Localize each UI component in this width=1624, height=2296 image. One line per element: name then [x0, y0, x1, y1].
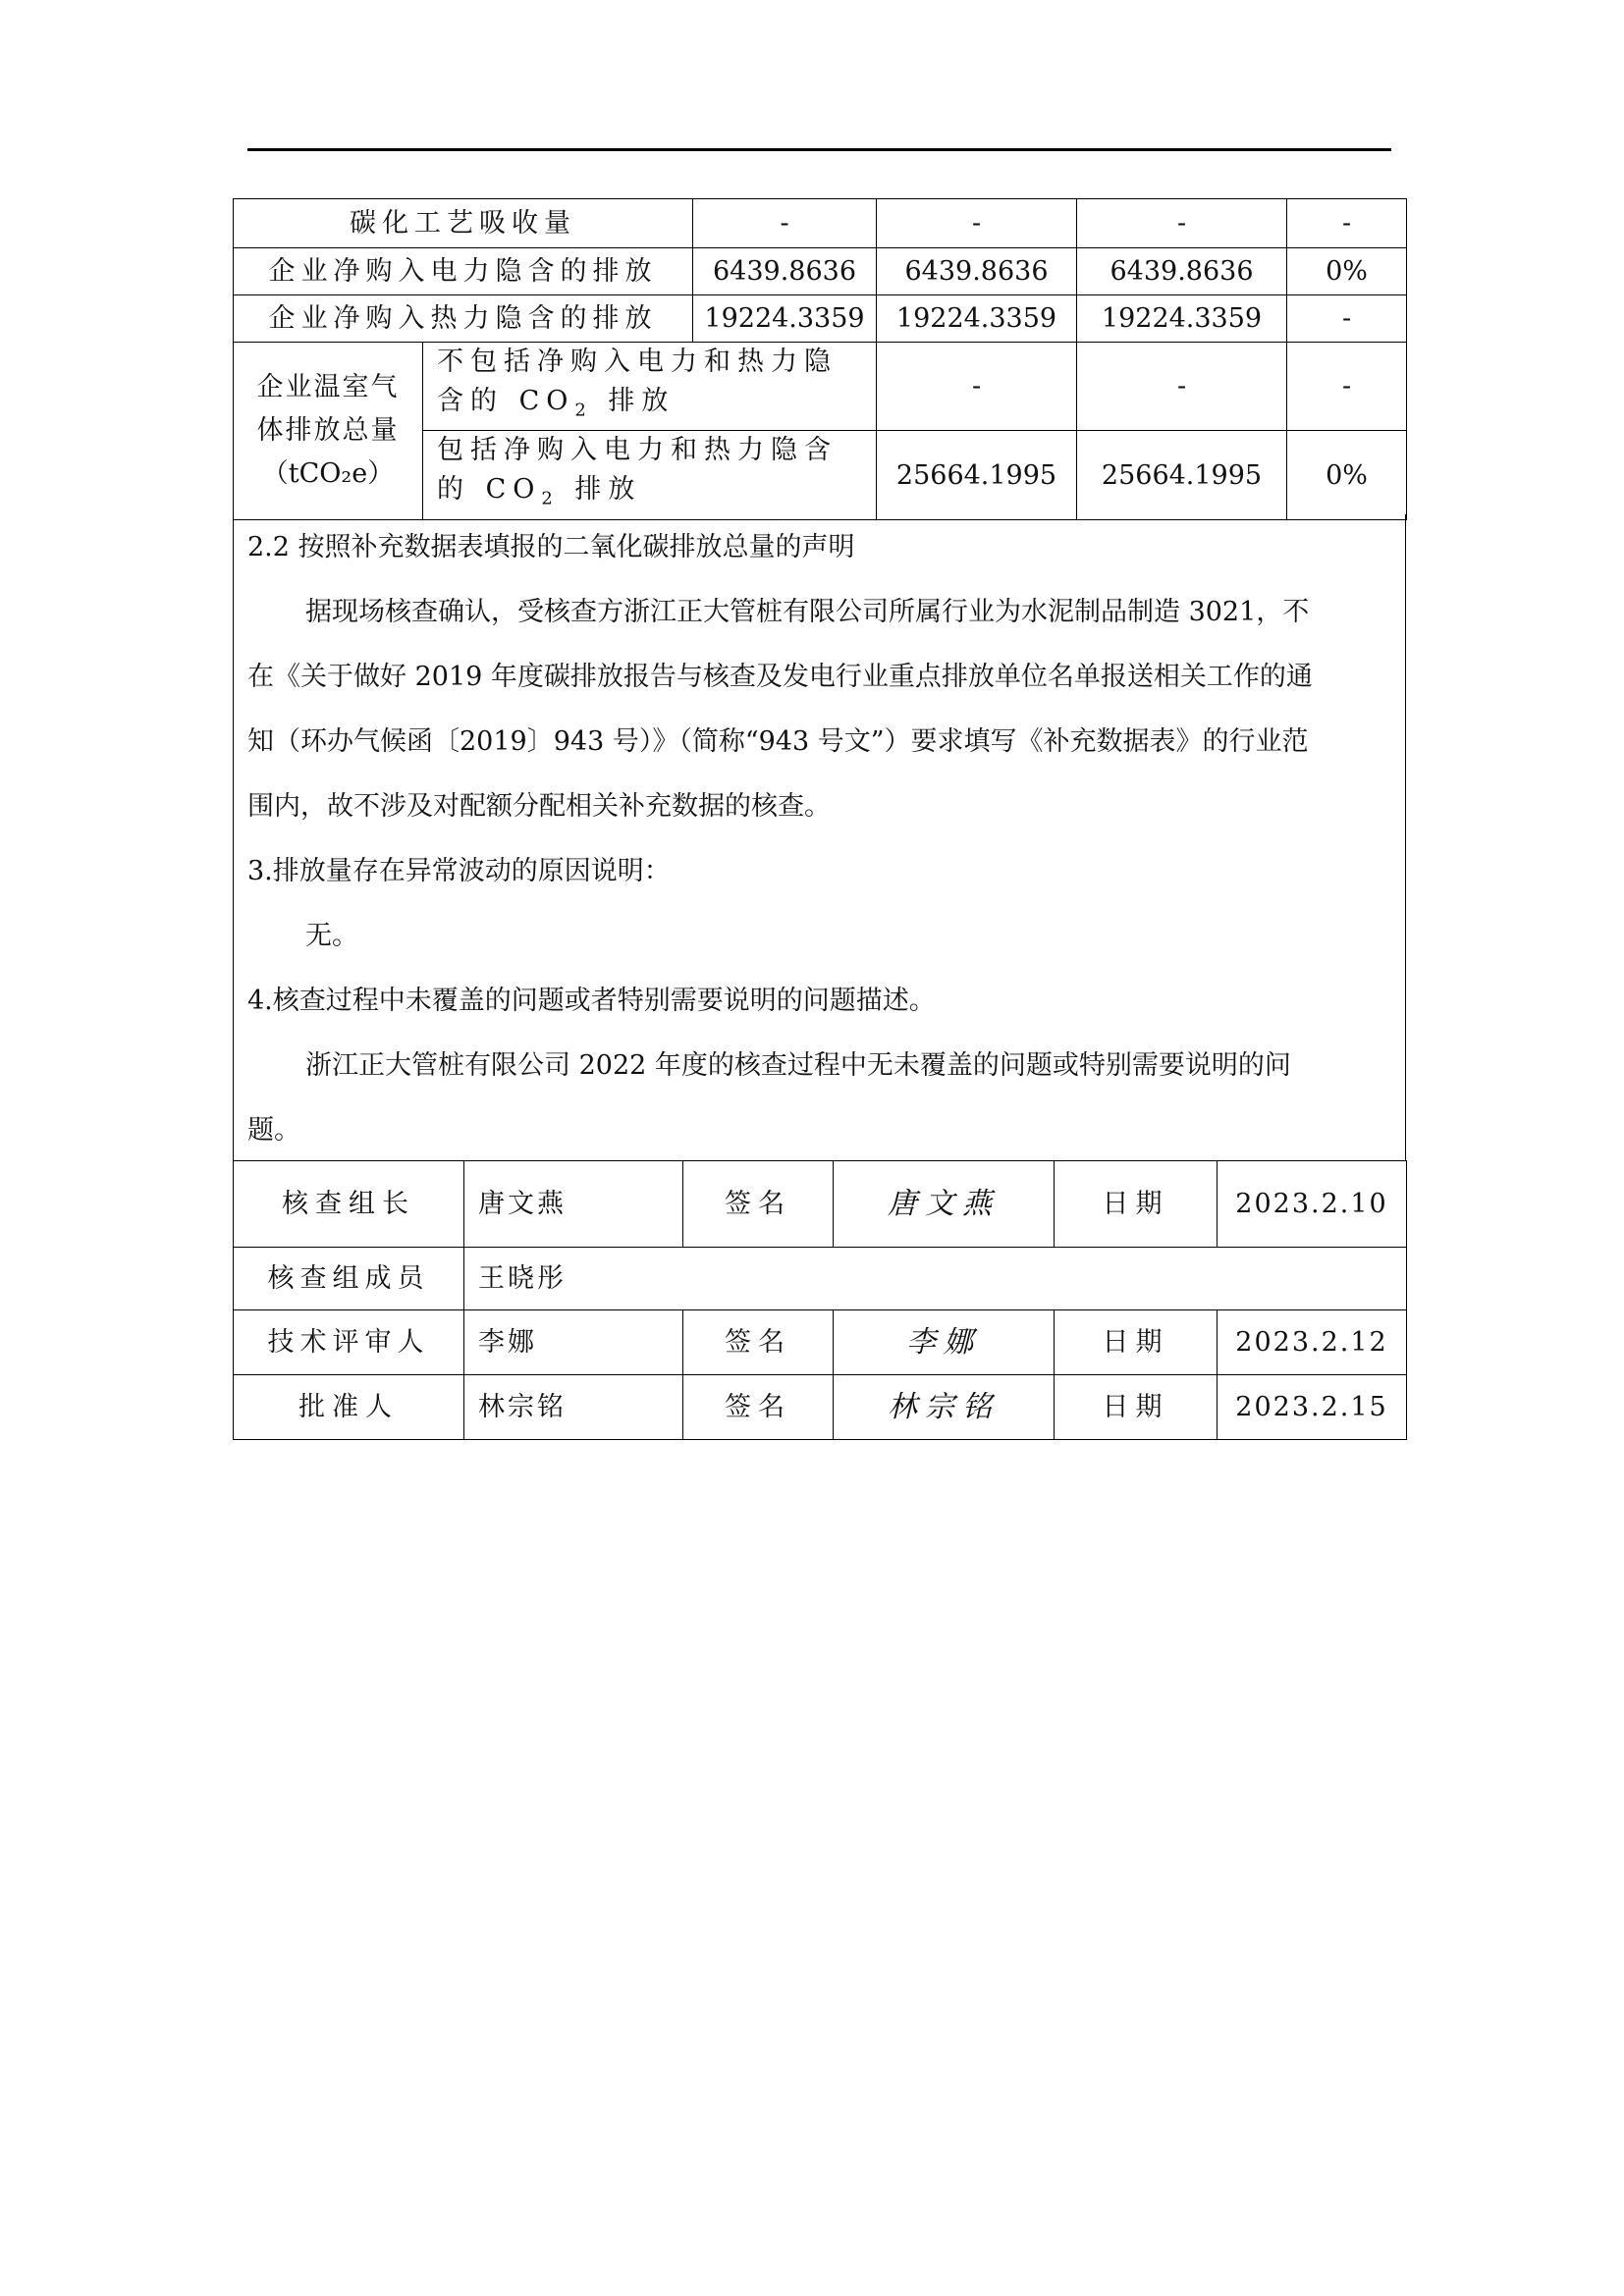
person-name: 王晓彤	[464, 1248, 1407, 1310]
signature	[834, 1310, 1055, 1375]
role-label: 批准人	[234, 1375, 464, 1440]
sign-label: 签名	[683, 1310, 834, 1375]
label-part: 的 CO	[437, 474, 542, 506]
row-label: 企业净购入热力隐含的排放	[234, 295, 693, 343]
date-label: 日期	[1055, 1161, 1218, 1248]
sign-label: 签名	[683, 1161, 834, 1248]
section-4-title: 4.核查过程中未覆盖的问题或者特别需要说明的问题描述。	[247, 986, 936, 1016]
signature	[834, 1161, 1055, 1248]
person-name: 林宗铭	[464, 1375, 683, 1440]
cell-value: 0%	[1287, 248, 1407, 295]
section-3-title: 3.排放量存在异常波动的原因说明：	[247, 856, 671, 886]
group-label-line: 企业温室气	[256, 371, 400, 402]
date-label: 日期	[1055, 1310, 1218, 1375]
statement-section	[233, 514, 1406, 1160]
date-value: 2023.2.15	[1218, 1375, 1407, 1440]
person-name: 李娜	[464, 1310, 683, 1375]
label-subscript: 2	[541, 488, 560, 509]
row-label: 企业净购入电力隐含的排放	[234, 248, 693, 295]
handwritten-signature: 唐文燕	[888, 1187, 1000, 1221]
cell-value: -	[1077, 199, 1287, 248]
role-label: 核查组长	[234, 1161, 464, 1248]
table-row	[234, 343, 1407, 431]
group-label-line: 体排放总量	[256, 414, 400, 446]
table-row	[234, 248, 1407, 295]
cell-value: 6439.8636	[693, 248, 877, 295]
cell-value: -	[1287, 343, 1407, 431]
sign-label: 签名	[683, 1375, 834, 1440]
cell-value: -	[1287, 295, 1407, 343]
date-value: 2023.2.12	[1218, 1310, 1407, 1375]
label-part: 排放	[592, 386, 676, 416]
role-label: 核查组成员	[234, 1248, 464, 1310]
header-rule	[247, 148, 1391, 151]
sub-row-label	[423, 431, 877, 519]
cell-value: 0%	[1287, 431, 1407, 519]
signature-table	[233, 1160, 1407, 1440]
cell-value: 19224.3359	[1077, 295, 1287, 343]
paragraph-line: 据现场核查确认，受核查方浙江正大管桩有限公司所属行业为水泥制品制造 3021，不	[305, 597, 1310, 627]
paragraph-line: 无。	[305, 921, 358, 951]
emissions-table	[233, 198, 1407, 520]
cell-value: -	[877, 199, 1077, 248]
date-value: 2023.2.10	[1218, 1161, 1407, 1248]
cell-value: 19224.3359	[693, 295, 877, 343]
table-row	[234, 1310, 1407, 1375]
table-row	[234, 199, 1407, 248]
role-label: 技术评审人	[234, 1310, 464, 1375]
table-row	[234, 1161, 1407, 1248]
label-part: 含的 CO	[437, 386, 575, 416]
sub-row-label-line	[437, 382, 876, 430]
handwritten-signature: 林宗铭	[888, 1390, 1000, 1424]
paragraph-line: 题。	[247, 1115, 300, 1146]
label-part: 排放	[559, 474, 642, 506]
sub-row-label-line	[437, 470, 876, 518]
cell-value: 25664.1995	[877, 431, 1077, 519]
cell-value: -	[1287, 199, 1407, 248]
paragraph-line: 在《关于做好 2019 年度碳排放报告与核查及发电行业重点排放单位名单报送相关工作的通	[247, 662, 1313, 692]
cell-value: -	[877, 343, 1077, 431]
date-label: 日期	[1055, 1375, 1218, 1440]
cell-value: -	[693, 199, 877, 248]
cell-value: 6439.8636	[877, 248, 1077, 295]
cell-value: 25664.1995	[1077, 431, 1287, 519]
table-row	[234, 295, 1407, 343]
handwritten-signature: 李娜	[906, 1325, 981, 1360]
sub-row-label-line: 不包括净购入电力和热力隐	[437, 347, 838, 377]
sub-row-label	[423, 343, 877, 431]
cell-value: 6439.8636	[1077, 248, 1287, 295]
person-name: 唐文燕	[464, 1161, 683, 1248]
table-row	[234, 1248, 1407, 1310]
cell-value: 19224.3359	[877, 295, 1077, 343]
signature	[834, 1375, 1055, 1440]
table-row	[234, 1375, 1407, 1440]
sub-row-label-line: 包括净购入电力和热力隐含	[437, 435, 838, 466]
paragraph-line: 围内，故不涉及对配额分配相关补充数据的核查。	[247, 791, 831, 822]
group-label	[234, 343, 423, 520]
paragraph-line: 知（环办气候函〔2019〕943 号）》（简称“943 号文”）要求填写《补充数据表》的行业范	[247, 726, 1309, 757]
group-label-unit: （tCO₂e）	[261, 457, 395, 489]
cell-value: -	[1077, 343, 1287, 431]
paragraph-line: 浙江正大管桩有限公司 2022 年度的核查过程中无未覆盖的问题或特别需要说明的问	[305, 1050, 1291, 1081]
row-label: 碳化工艺吸收量	[234, 199, 693, 248]
label-subscript: 2	[574, 400, 593, 421]
section-2-2-title: 2.2 按照补充数据表填报的二氧化碳排放总量的声明	[247, 532, 855, 562]
